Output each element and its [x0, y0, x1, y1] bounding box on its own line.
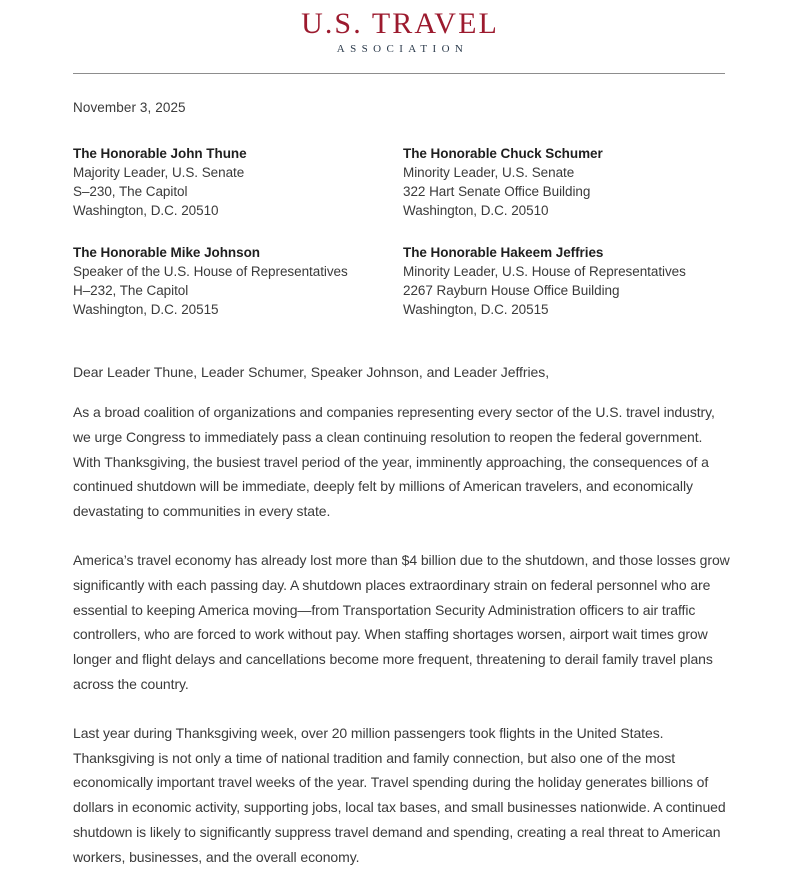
header-divider — [73, 73, 725, 74]
recipient-block — [73, 243, 403, 319]
organization-logo-primary: U.S. TRAVEL — [301, 7, 499, 40]
recipient-list — [73, 144, 733, 319]
organization-logo-secondary: ASSOCIATION — [336, 42, 469, 55]
recipient-address: H–232, The Capitol — [73, 283, 189, 298]
letter-paragraph: As a broad coalition of organizations and companies representing every sector of the U.S. travel industry, we urge Congress to immediately pass a clean continuing resolution to reopen the federal government. With Thanksgiving, the busiest travel period of the year, imminently approaching, the consequences of a continued shutdown will be immediate, deeply felt by millions of American travelers, and economically devastating to communities in every state. — [73, 404, 715, 520]
recipient-address: S–230, The Capitol — [73, 184, 188, 199]
letter-salutation: Dear Leader Thune, Leader Schumer, Speaker Johnson, and Leader Jeffries, — [73, 364, 550, 380]
letterhead — [0, 0, 800, 55]
letter-content — [73, 99, 733, 870]
letter-paragraph: Last year during Thanksgiving week, over 20 million passengers took flights in the United States. Thanksgiving is not only a time of national tradition and family connection, but also one of the most economically important travel weeks of the year. Travel spending during the holiday generates billions of dollars in economic activity, supporting jobs, local tax bases, and small businesses nationwide. A continued shutdown is likely to significantly suppress travel demand and spending, creating a real threat to American workers, businesses, and the overall economy. — [73, 724, 726, 865]
recipient-title: Speaker of the U.S. House of Representatives — [73, 264, 348, 279]
recipient-address: 322 Hart Senate Office Building — [403, 184, 591, 199]
recipient-name: The Honorable John Thune — [73, 146, 247, 161]
recipient-row — [73, 243, 733, 319]
recipient-name: The Honorable Chuck Schumer — [403, 146, 603, 161]
letter-date: November 3, 2025 — [73, 100, 186, 115]
recipient-title: Majority Leader, U.S. Senate — [73, 165, 245, 180]
recipient-address: 2267 Rayburn House Office Building — [403, 283, 620, 298]
recipient-city-state-zip: Washington, D.C. 20510 — [73, 203, 219, 218]
recipient-title: Minority Leader, U.S. Senate — [403, 165, 575, 180]
recipient-block — [403, 243, 733, 319]
recipient-city-state-zip: Washington, D.C. 20515 — [73, 302, 219, 317]
recipient-city-state-zip: Washington, D.C. 20510 — [403, 203, 549, 218]
recipient-name: The Honorable Mike Johnson — [73, 245, 260, 260]
recipient-row — [73, 144, 733, 220]
recipient-city-state-zip: Washington, D.C. 20515 — [403, 302, 549, 317]
recipient-title: Minority Leader, U.S. House of Representatives — [403, 264, 686, 279]
recipient-name: The Honorable Hakeem Jeffries — [403, 245, 604, 260]
recipient-block — [73, 144, 403, 220]
letter-body — [73, 400, 733, 870]
recipient-block — [403, 144, 733, 220]
letter-paragraph: America’s travel economy has already lost more than $4 billion due to the shutdown, and those losses grow significantly with each passing day. A shutdown places extraordinary strain on federal personnel who are essential to keeping America moving—from Transportation Security Administration officers to air traffic controllers, who are forced to work without pay. When staffing shortages worsen, airport wait times grow longer and flight delays and cancellations become more frequent, threatening to derail family travel plans across the country. — [73, 551, 730, 692]
